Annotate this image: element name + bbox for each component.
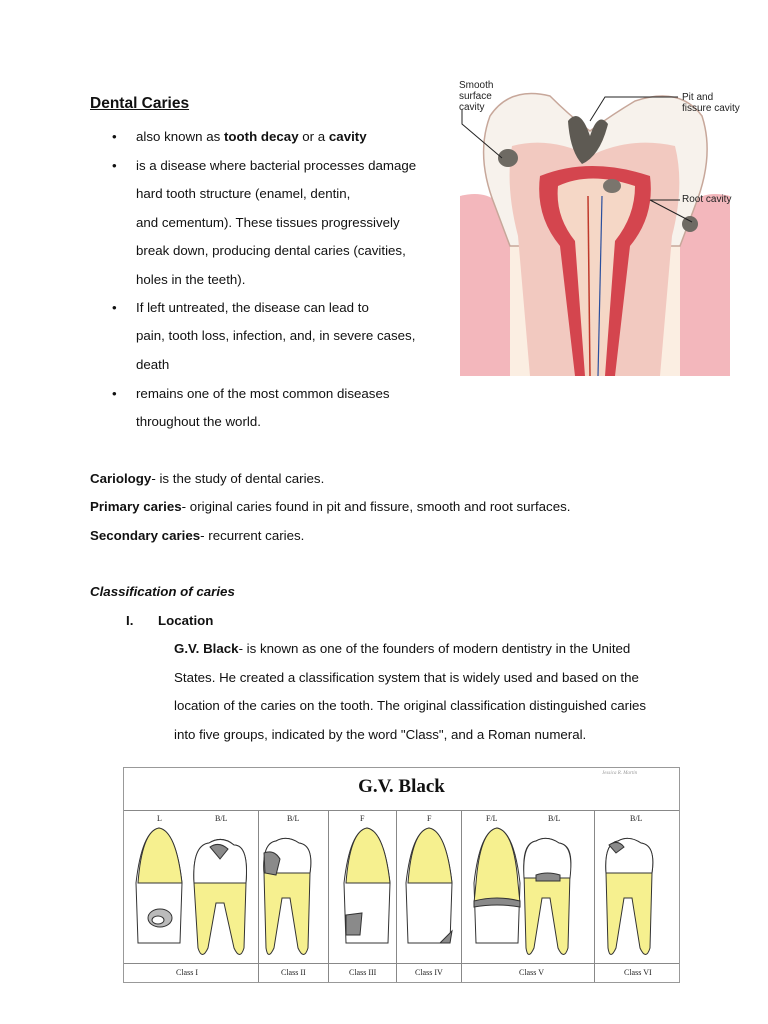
tooth-cross-section-figure [440, 76, 758, 376]
surface-label: B/L [287, 814, 300, 823]
bullet-2-line-5: holes in the teeth). [136, 272, 246, 287]
chart-credit: Jessica R. Martin [602, 771, 638, 776]
class-label: Class VI [624, 968, 652, 977]
term-cariology: Cariology [90, 471, 152, 486]
label-root-cavity: Root cavity [682, 194, 732, 205]
location-heading: Location [158, 613, 214, 628]
class-label: Class IV [415, 968, 443, 977]
term-cavity: cavity [328, 129, 367, 144]
term-secondary-caries: Secondary caries [90, 528, 201, 543]
term-gv-black: G.V. Black [174, 641, 239, 656]
bullet-2-line-4: break down, producing dental caries (cavities, [136, 243, 406, 258]
class-label: Class III [349, 968, 377, 977]
label-surface: surface [459, 91, 492, 102]
bullet-1-text: also known as [136, 129, 224, 144]
label-pit-and: Pit and [682, 92, 714, 103]
term-primary-caries: Primary caries [90, 499, 182, 514]
bullet-2-line-2: hard tooth structure (enamel, dentin, [136, 186, 351, 201]
def-primary-caries: - original caries found in pit and fissure, smooth and root surfaces. [181, 499, 571, 514]
label-cavity: cavity [459, 102, 485, 113]
class-iii-caries [346, 913, 362, 935]
bullet-4-line-2: throughout the world. [136, 414, 261, 429]
bullet-1 [136, 129, 367, 144]
surface-label: L [157, 814, 162, 823]
teeth-drawings [124, 823, 679, 963]
page-title: Dental Caries [90, 95, 190, 112]
chart-title: G.V. Black [358, 776, 445, 797]
tooth-illustration [440, 76, 758, 376]
definition-cariology [90, 471, 324, 486]
def-cariology: - is the study of dental caries. [151, 471, 325, 486]
term-tooth-decay: tooth decay [223, 129, 299, 144]
bullet-3-line-3: death [136, 357, 170, 372]
gv-paragraph-line-4: into five groups, indicated by the word "Class", and a Roman numeral. [174, 727, 587, 742]
class-label: Class I [176, 968, 198, 977]
gv-black-chart [123, 767, 680, 983]
classification-heading: Classification of caries [90, 584, 235, 599]
bullet-dot: • [112, 300, 117, 315]
smooth-surface-cavity [498, 149, 518, 167]
def-secondary-caries: - recurrent caries. [200, 528, 305, 543]
roman-numeral: I. [126, 613, 134, 628]
label-pit-fissure-cavity [682, 92, 740, 114]
class-label: Class II [281, 968, 306, 977]
gv-paragraph-line-3: location of the caries on the tooth. The original classification distinguished caries [174, 698, 647, 713]
label-smooth: Smooth [459, 80, 494, 91]
definition-primary [90, 499, 570, 514]
bullet-3-line-1: If left untreated, the disease can lead to [136, 300, 369, 315]
bullet-1-text-mid: or a [298, 129, 329, 144]
surface-label: B/L [630, 814, 643, 823]
bullet-2-line-3: and cementum). These tissues progressively [136, 215, 400, 230]
surface-label: F [360, 814, 365, 823]
surface-label: F/L [486, 814, 498, 823]
surface-label: F [427, 814, 432, 823]
definition-secondary [90, 528, 304, 543]
gv-text-1: - is known as one of the founders of modern dentistry in the United [238, 641, 631, 656]
bullet-2-line-1: is a disease where bacterial processes damage [136, 158, 417, 173]
bullet-dot: • [112, 386, 117, 401]
class-label: Class V [519, 968, 544, 977]
surface-label: B/L [548, 814, 561, 823]
bullet-dot: • [112, 129, 117, 144]
bullet-3-line-2: pain, tooth loss, infection, and, in severe cases, [136, 328, 416, 343]
gv-paragraph-line-2: States. He created a classification system that is widely used and based on the [174, 670, 639, 685]
surface-label: B/L [215, 814, 228, 823]
label-fissure-cavity: fissure cavity [682, 103, 740, 114]
gv-paragraph-line-1 [174, 641, 630, 656]
bullet-dot: • [112, 158, 117, 173]
bullet-4-line-1: remains one of the most common diseases [136, 386, 390, 401]
label-smooth-surface-cavity [459, 80, 493, 113]
